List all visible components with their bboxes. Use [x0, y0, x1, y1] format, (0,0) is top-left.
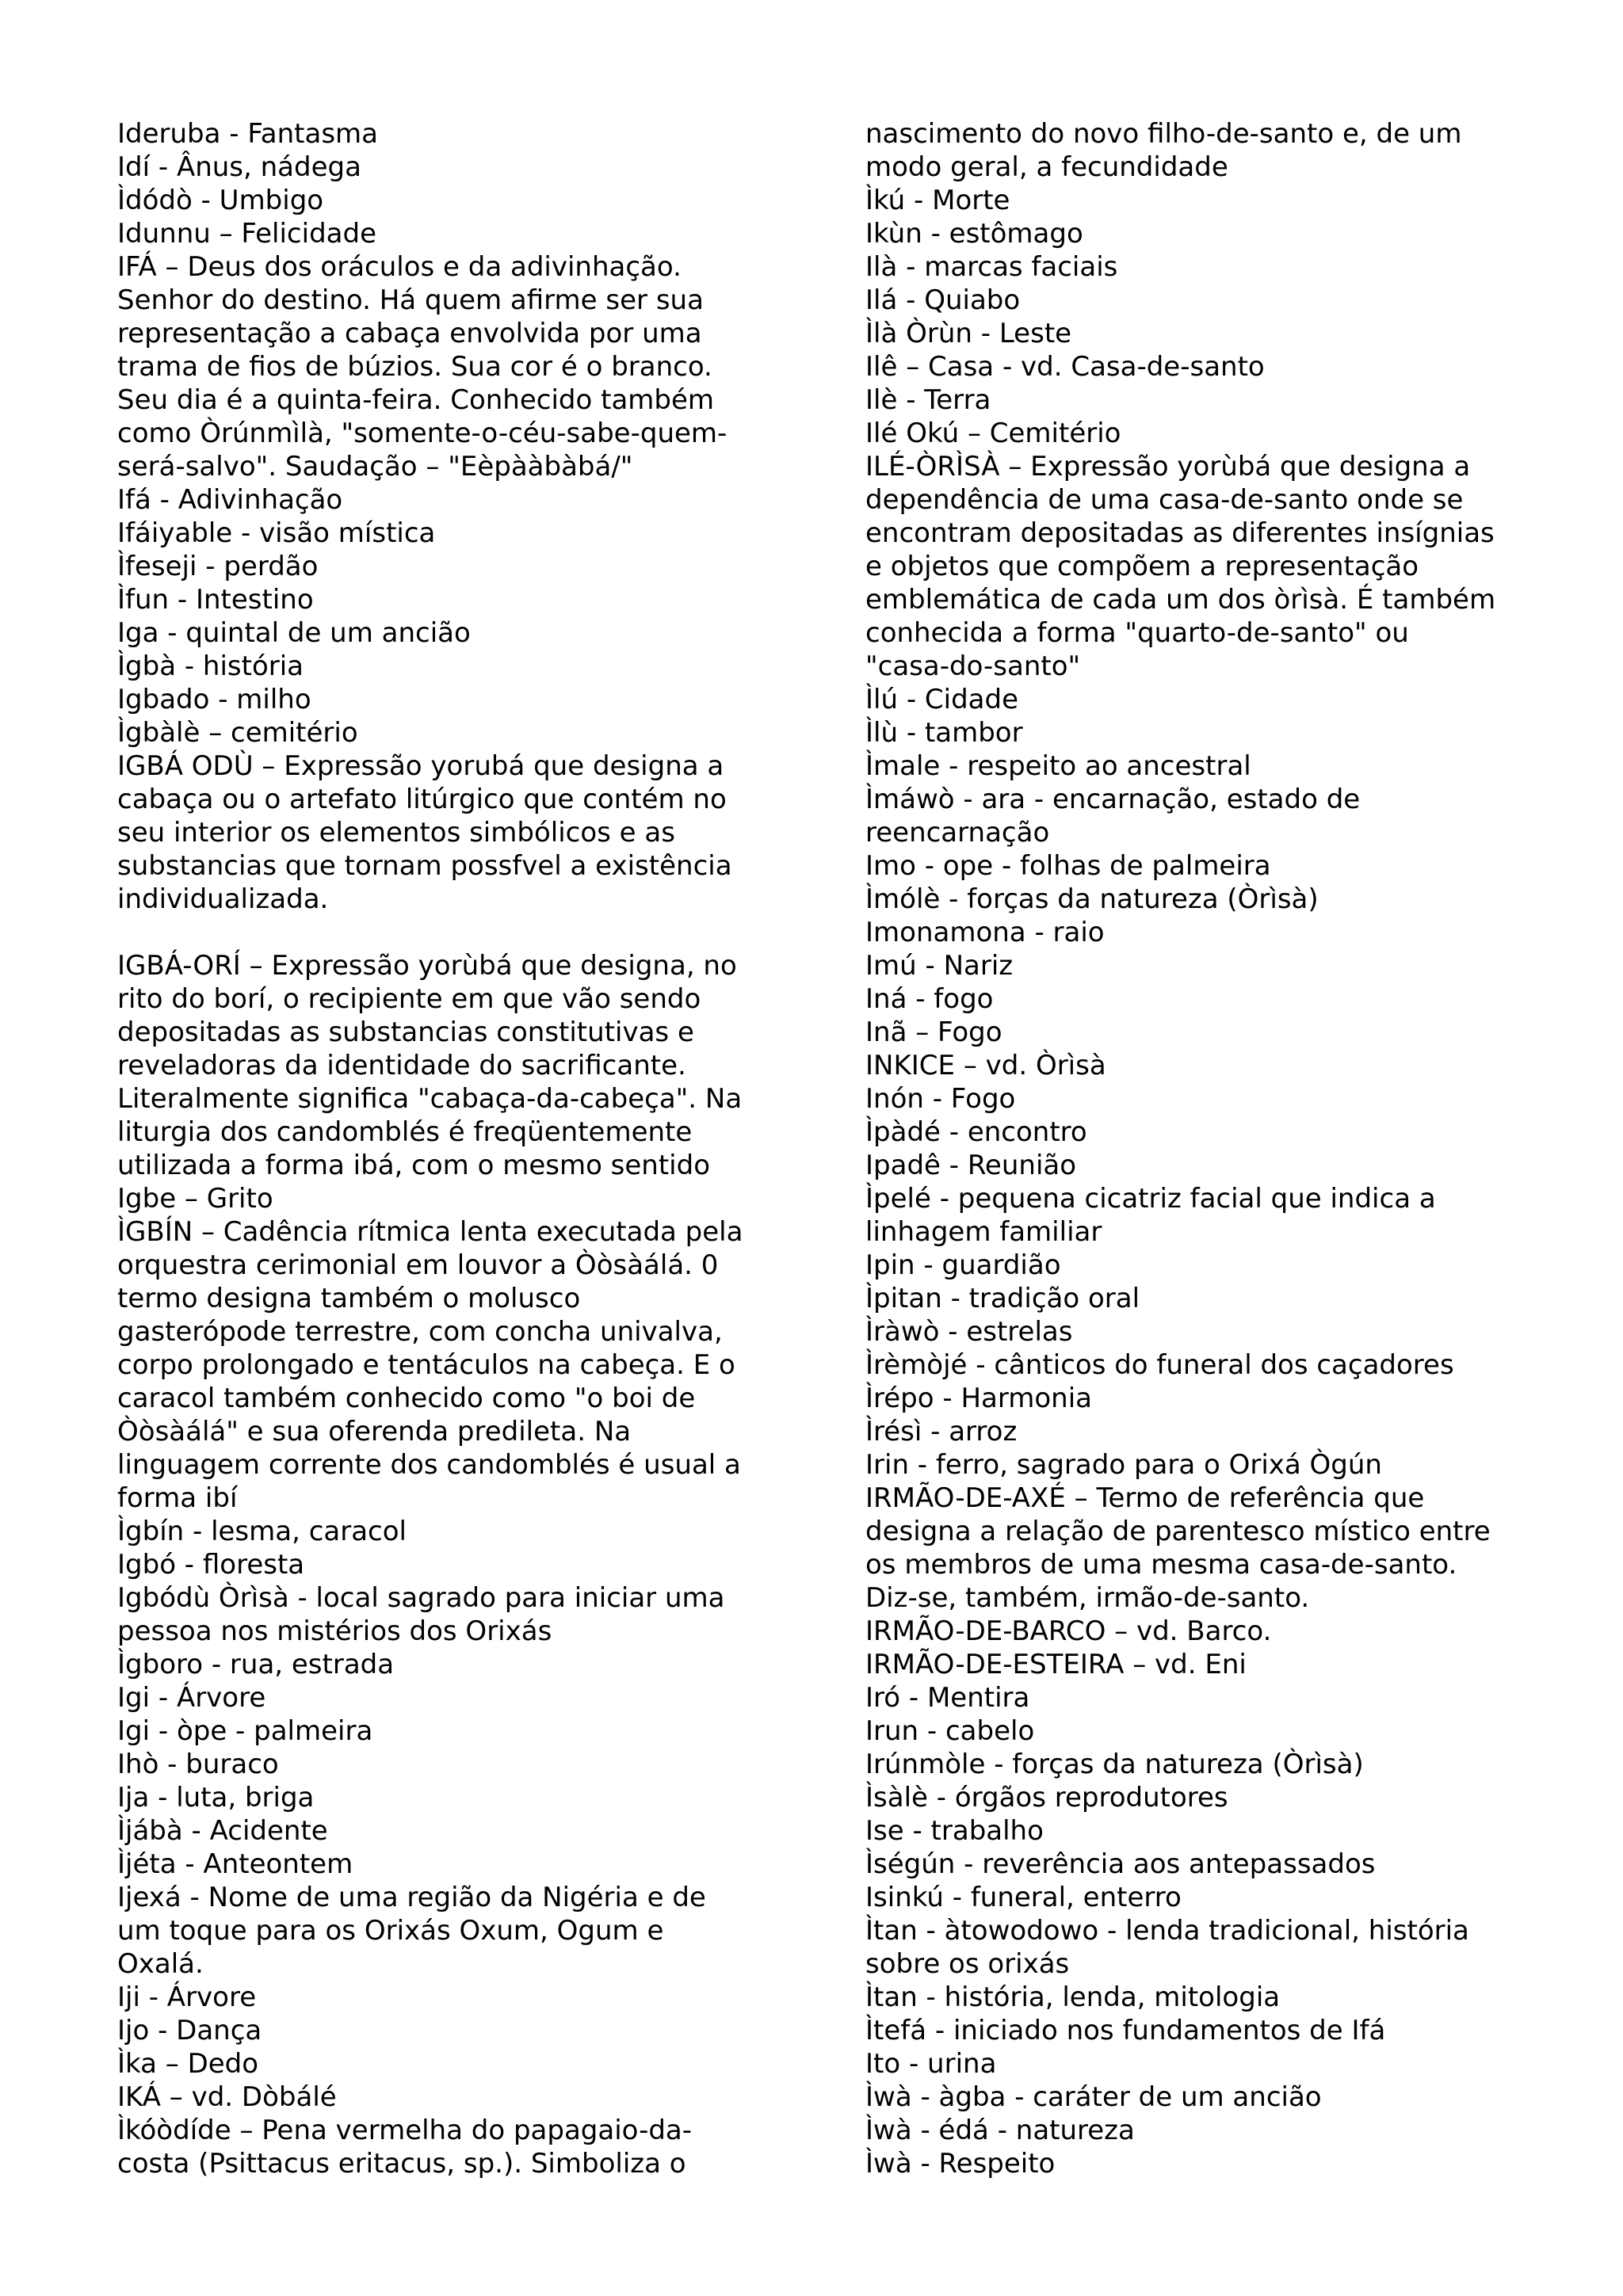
- text-line: e objetos que compõem a representação: [865, 551, 1419, 582]
- text-line: Idí - Ânus, nádega: [117, 151, 361, 183]
- text-line: Ìlà Òrùn - Leste: [865, 318, 1072, 349]
- text-line: utilizada a forma ibá, com o mesmo sentido: [117, 1150, 711, 1181]
- text-line: Senhor do destino. Há quem afirme ser sua: [117, 284, 704, 316]
- text-line: Ìkóòdíde – Pena vermelha do papagaio-da-: [117, 2115, 693, 2146]
- text-line: Ihò - buraco: [117, 1749, 279, 1780]
- text-line: Ìtefá - iniciado nos fundamentos de Ifá: [865, 2015, 1386, 2046]
- text-line: termo designa também o molusco: [117, 1283, 581, 1314]
- text-line: orquestra cerimonial em louvor a Òòsàálá. 0: [117, 1249, 719, 1281]
- text-line: Seu dia é a quinta-feira. Conhecido também: [117, 384, 715, 416]
- text-line: forma ibí: [117, 1482, 238, 1514]
- text-line: Ìsàlè - órgãos reprodutores: [865, 1782, 1228, 1814]
- text-line: Ito - urina: [865, 2048, 997, 2080]
- text-line: Ìpàdé - encontro: [865, 1116, 1087, 1148]
- text-line: Ilé Okú – Cemitério: [865, 418, 1121, 449]
- text-line: Ìmale - respeito ao ancestral: [865, 750, 1251, 782]
- text-line: Ìjábà - Acidente: [117, 1815, 328, 1847]
- text-line: emblemática de cada um dos òrìsà. É também: [865, 584, 1496, 616]
- text-line: Isinkú - funeral, enterro: [865, 1882, 1182, 1913]
- text-line: um toque para os Orixás Oxum, Ogum e: [117, 1915, 664, 1947]
- text-line: Òòsàálá" e sua oferenda predileta. Na: [117, 1416, 632, 1447]
- text-line: seu interior os elementos simbólicos e as: [117, 817, 675, 849]
- text-line: representação a cabaça envolvida por uma: [117, 318, 702, 349]
- text-line: Ìgbín - lesma, caracol: [117, 1516, 407, 1547]
- text-line: Ilá - Quiabo: [865, 284, 1021, 316]
- text-line: Ikùn - estômago: [865, 218, 1083, 250]
- text-line: Ìwà - édá - natureza: [865, 2115, 1135, 2146]
- text-line: Igbó - floresta: [117, 1549, 305, 1581]
- text-line: Iji - Árvore: [117, 1981, 257, 2013]
- text-line: Ilè - Terra: [865, 384, 991, 416]
- text-line: Ìmáwò - ara - encarnação, estado de: [865, 784, 1361, 815]
- text-line: Ìwà - àgba - caráter de um ancião: [865, 2081, 1322, 2113]
- text-line: Igi - òpe - palmeira: [117, 1715, 373, 1747]
- text-line: Iná - fogo: [865, 983, 994, 1015]
- text-line: Inã – Fogo: [865, 1016, 1002, 1048]
- text-line: Ipadê - Reunião: [865, 1150, 1077, 1181]
- text-line: pessoa nos mistérios dos Orixás: [117, 1615, 552, 1647]
- text-line: IRMÃO-DE-ESTEIRA – vd. Eni: [865, 1649, 1247, 1680]
- text-line: Ìfeseji - perdão: [117, 551, 319, 582]
- text-line: substancias que tornam possfvel a existência: [117, 850, 732, 882]
- text-line: Ipin - guardião: [865, 1249, 1061, 1281]
- text-line: Diz-se, também, irmão-de-santo.: [865, 1582, 1310, 1614]
- text-line: Ìwà - Respeito: [865, 2148, 1056, 2180]
- text-line: individualizada.: [117, 883, 329, 915]
- text-line: Imonamona - raio: [865, 917, 1105, 948]
- text-line: IRMÃO-DE-BARCO – vd. Barco.: [865, 1615, 1272, 1647]
- text-line: encontram depositadas as diferentes insígnias: [865, 517, 1495, 549]
- text-line: Ijo - Dança: [117, 2015, 262, 2046]
- text-line: reencarnação: [865, 817, 1050, 849]
- text-line: Ìrésì - arroz: [865, 1416, 1018, 1447]
- text-line: Ìjéta - Anteontem: [117, 1848, 353, 1880]
- text-line: linhagem familiar: [865, 1216, 1102, 1248]
- text-line: Ìrèmòjé - cânticos do funeral dos caçadores: [865, 1349, 1454, 1381]
- text-line: Ìgboro - rua, estrada: [117, 1649, 395, 1680]
- text-line: trama de fios de búzios. Sua cor é o branco.: [117, 351, 712, 383]
- text-line: IGBÁ ODÙ – Expressão yorubá que designa a: [117, 750, 724, 782]
- text-line: Ìtan - àtowodowo - lenda tradicional, história: [865, 1915, 1469, 1947]
- text-line: sobre os orixás: [865, 1948, 1070, 1980]
- text-line: Ìségún - reverência aos antepassados: [865, 1848, 1376, 1880]
- text-line: Ideruba - Fantasma: [117, 118, 379, 150]
- text-line: Imo - ope - folhas de palmeira: [865, 850, 1271, 882]
- text-line: Iga - quintal de um ancião: [117, 617, 471, 649]
- text-line: designa a relação de parentesco místico entre: [865, 1516, 1491, 1547]
- text-line: depositadas as substancias constitutivas e: [117, 1016, 694, 1048]
- text-line: costa (Psittacus eritacus, sp.). Simboliza o: [117, 2148, 686, 2180]
- text-line: dependência de uma casa-de-santo onde se: [865, 484, 1464, 516]
- text-line: Ijexá - Nome de uma região da Nigéria e de: [117, 1882, 706, 1913]
- text-line: Ìka – Dedo: [117, 2048, 259, 2080]
- text-line: Igbe – Grito: [117, 1183, 273, 1215]
- text-line: Irúnmòle - forças da natureza (Òrìsà): [865, 1749, 1364, 1780]
- text-line: Ìgbàlè – cemitério: [117, 717, 358, 749]
- text-line: Ija - luta, briga: [117, 1782, 315, 1814]
- text-line: Igbado - milho: [117, 684, 311, 715]
- text-line: IGBÁ-ORÍ – Expressão yorùbá que designa, no: [117, 950, 737, 982]
- text-line: liturgia dos candomblés é freqüentemente: [117, 1116, 693, 1148]
- text-line: rito do borí, o recipiente em que vão sendo: [117, 983, 701, 1015]
- text-line: gasterópode terrestre, com concha univalva,: [117, 1316, 723, 1348]
- text-line: IKÁ – vd. Dòbálé: [117, 2081, 337, 2113]
- text-line: Imú - Nariz: [865, 950, 1014, 982]
- left-column: [117, 117, 799, 2180]
- text-line: Idunnu – Felicidade: [117, 218, 376, 250]
- text-line: INKICE – vd. Òrìsà: [865, 1050, 1106, 1081]
- text-line: Ilà - marcas faciais: [865, 251, 1118, 283]
- text-line: Ìgbà - história: [117, 650, 304, 682]
- text-line: Irin - ferro, sagrado para o Orixá Ògún: [865, 1449, 1382, 1481]
- right-column: [865, 117, 1523, 2180]
- text-line: Ifáiyable - visão mística: [117, 517, 436, 549]
- text-line: Ìlú - Cidade: [865, 684, 1019, 715]
- text-line: Ifá - Adivinhação: [117, 484, 343, 516]
- text-line: IRMÃO-DE-AXÉ – Termo de referência que: [865, 1482, 1425, 1514]
- text-line: Ìtan - história, lenda, mitologia: [865, 1981, 1281, 2013]
- text-line: Igbódù Òrìsà - local sagrado para iniciar uma: [117, 1582, 725, 1614]
- text-line: Ilê – Casa - vd. Casa-de-santo: [865, 351, 1265, 383]
- text-line: será-salvo". Saudação – "Eèpààbàbá/": [117, 451, 633, 482]
- text-line: modo geral, a fecundidade: [865, 151, 1228, 183]
- text-line: conhecida a forma "quarto-de-santo" ou: [865, 617, 1409, 649]
- text-line: Ìmólè - forças da natureza (Òrìsà): [865, 883, 1319, 915]
- text-line: Ìpelé - pequena cicatriz facial que indica a: [865, 1183, 1436, 1215]
- text-line: Ìpitan - tradição oral: [865, 1283, 1140, 1314]
- text-line: Literalmente significa "cabaça-da-cabeça". Na: [117, 1083, 743, 1115]
- text-line: os membros de uma mesma casa-de-santo.: [865, 1549, 1457, 1581]
- text-line: Igi - Árvore: [117, 1682, 266, 1714]
- text-line: corpo prolongado e tentáculos na cabeça. E o: [117, 1349, 735, 1381]
- text-line: reveladoras da identidade do sacrificante.: [117, 1050, 686, 1081]
- text-line: IFÁ – Deus dos oráculos e da adivinhação.: [117, 251, 682, 283]
- text-line: Irun - cabelo: [865, 1715, 1035, 1747]
- paragraph-gap: [117, 916, 799, 949]
- text-line: Ìdódò - Umbigo: [117, 185, 324, 216]
- text-line: ILÉ-ÒRÌSÀ – Expressão yorùbá que designa a: [865, 451, 1471, 482]
- text-line: caracol também conhecido como "o boi de: [117, 1383, 696, 1414]
- text-line: linguagem corrente dos candomblés é usual a: [117, 1449, 741, 1481]
- text-line: Ìfun - Intestino: [117, 584, 314, 616]
- text-line: Oxalá.: [117, 1948, 204, 1980]
- text-line: ÌGBÍN – Cadência rítmica lenta executada pela: [117, 1216, 743, 1248]
- text-line: Ìkú - Morte: [865, 185, 1010, 216]
- text-line: cabaça ou o artefato litúrgico que contém no: [117, 784, 727, 815]
- text-line: Ìràwò - estrelas: [865, 1316, 1073, 1348]
- text-line: "casa-do-santo": [865, 650, 1081, 682]
- text-line: Ìlù - tambor: [865, 717, 1023, 749]
- text-line: Iró - Mentira: [865, 1682, 1030, 1714]
- text-line: nascimento do novo filho-de-santo e, de um: [865, 118, 1462, 150]
- text-line: Ìrépo - Harmonia: [865, 1383, 1092, 1414]
- text-line: como Òrúnmìlà, "somente-o-céu-sabe-quem-: [117, 418, 727, 449]
- text-line: Ise - trabalho: [865, 1815, 1044, 1847]
- text-line: Inón - Fogo: [865, 1083, 1016, 1115]
